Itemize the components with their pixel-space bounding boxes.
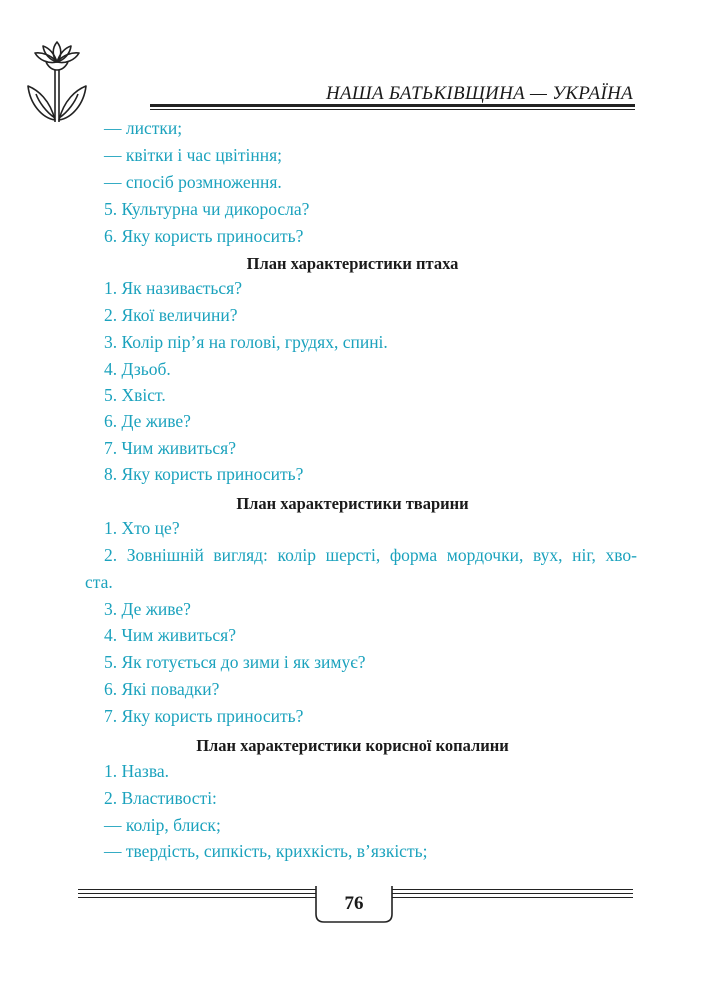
running-header-title: НАША БАТЬКІВЩИНА — УКРАЇНА — [325, 83, 633, 104]
list-item: 8. Яку користь приносить? — [104, 464, 304, 484]
list-item: 7. Яку користь приносить? — [104, 706, 304, 726]
list-item: 3. Колір пір’я на голові, грудях, спині. — [104, 332, 388, 352]
list-item: 6. Які повадки? — [104, 679, 220, 699]
animal-plan-heading: План характеристики тварини — [236, 494, 469, 513]
list-item: 2. Властивості: — [104, 788, 217, 808]
list-item: 6. Де живе? — [104, 411, 191, 431]
list-item: 1. Хто це? — [104, 518, 180, 538]
list-item: 2. Якої величини? — [104, 305, 238, 325]
list-item: — твердість, сипкість, крихкість, в’язкість; — [104, 841, 428, 861]
list-item: 4. Чим живиться? — [104, 625, 236, 645]
mineral-plan-heading: План характеристики корисної копалини — [196, 736, 509, 755]
list-item-continuation: ста. — [85, 572, 113, 592]
list-item: 1. Назва. — [104, 761, 169, 781]
list-item: 5. Культурна чи дикоросла? — [104, 199, 310, 219]
list-item: — листки; — [104, 118, 183, 138]
list-item: 5. Хвіст. — [104, 385, 166, 405]
list-item: 7. Чим живиться? — [104, 438, 236, 458]
list-item: — квітки і час цвітіння; — [104, 145, 282, 165]
list-item: 5. Як готується до зими і як зимує? — [104, 652, 366, 672]
bird-plan-heading: План характеристики птаха — [246, 254, 459, 273]
page-number: 76 — [344, 893, 364, 914]
list-item: 2. Зовнішній вигляд: колір шерсті, форма мордочки, вух, ніг, хво- — [104, 545, 637, 565]
list-item: 3. Де живе? — [104, 599, 191, 619]
list-item: 4. Дзьоб. — [104, 359, 171, 379]
list-item: — спосіб розмноження. — [104, 172, 282, 192]
list-item: 1. Як називається? — [104, 278, 242, 298]
list-item: — колір, блиск; — [104, 815, 221, 835]
list-item: 6. Яку користь приносить? — [104, 226, 304, 246]
